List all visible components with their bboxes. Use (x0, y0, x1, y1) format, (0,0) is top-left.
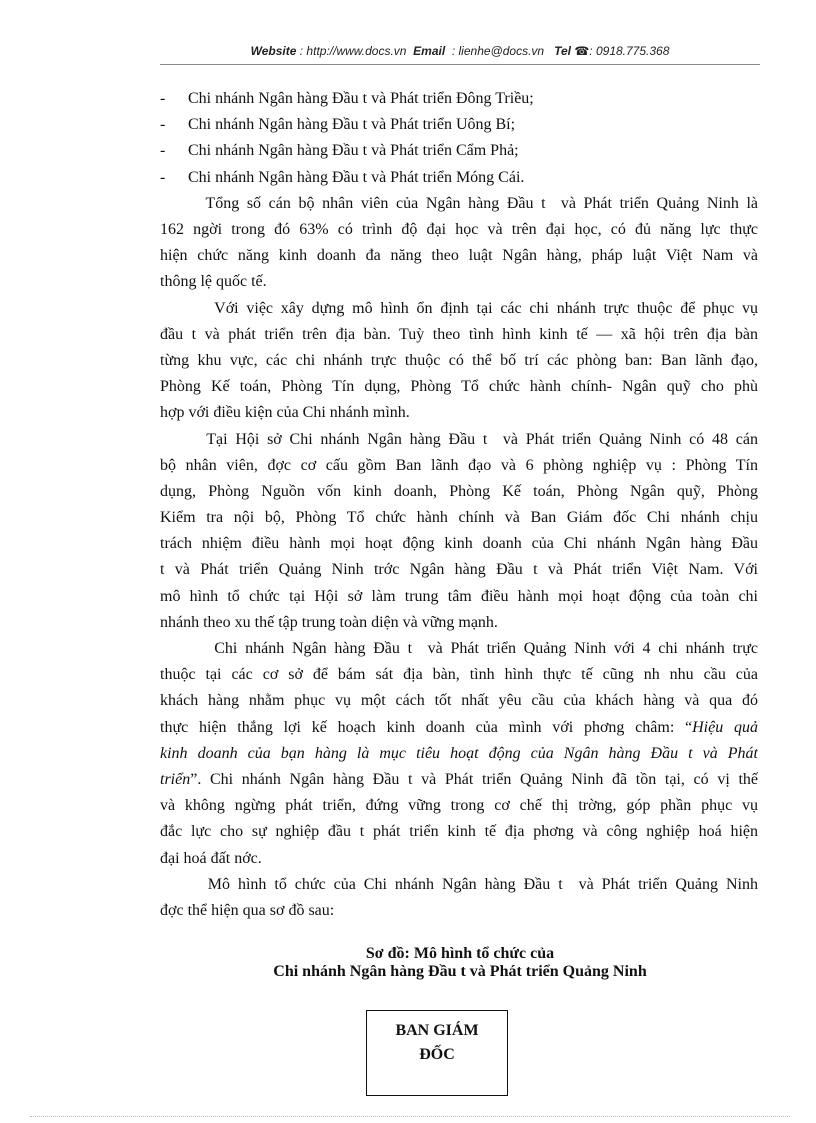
box-label-line2: ĐỐC (419, 1046, 455, 1063)
bullet-dash: - (160, 168, 166, 186)
website-label: Website (250, 44, 297, 58)
bullet-dash: - (160, 142, 166, 160)
box-label-line1: BAN GIÁM (395, 1022, 479, 1039)
diagram-title-line2: Chi nhánh Ngân hàng Đầu t và Phát triển Quảng Ninh (273, 963, 647, 980)
website-value: : http://www.docs.vn (299, 44, 407, 58)
org-box-board-of-directors (366, 1010, 508, 1096)
email-label: Email (413, 44, 446, 58)
header-rule (160, 64, 760, 65)
bullet-dash: - (160, 116, 166, 134)
bullet-dash: - (160, 90, 166, 107)
paragraph-branches: Chi nhánh Ngân hàng Đầu t và Phát triển Quảng Ninh với 4 chi nhánh trực thuộc tại các cơ sở để bám sát địa bàn, tình hình thực tế cũng nh nhu cầu của khách hàng nhằm phục vụ một cách tốt nhất yêu cầu của khách hàng và qua đó thực hiện thắng lợi kế hoạch kinh doanh của mình với phơng châm: “Hiệu quả kinh doanh của bạn hàng là mục tiêu hoạt động của Ngân hàng Đầu t và Phát triển”. Chi nhánh Ngân hàng Đầu t và Phát triển Quảng Ninh đã tồn tại, có vị thế và không ngừng phát triển, đứng vững trong cơ chế thị trờng, góp phần phục vụ đắc lực cho sự nghiệp đầu t phát triển kinh tế địa phơng và công nghiệp hoá hiện đại hoá đất nớc. (160, 640, 758, 867)
document-body (160, 86, 758, 924)
diagram-title-line1: Sơ đồ: Mô hình tổ chức của (365, 945, 555, 962)
tel-value: : 0918.775.368 (589, 44, 670, 58)
bullet-item: - Chi nhánh Ngân hàng Đầu t và Phát triển Đông Triều; (160, 86, 758, 112)
bullet-item: - Chi nhánh Ngân hàng Đầu t và Phát triển Móng Cái. (160, 165, 758, 191)
bullet-item: - Chi nhánh Ngân hàng Đầu t và Phát triển Cẩm Phả; (160, 138, 758, 164)
bullet-item: - Chi nhánh Ngân hàng Đầu t và Phát triển Uông Bí; (160, 112, 758, 138)
phone-icon: ☎ (574, 44, 590, 58)
paragraph-diagram-intro: Mô hình tổ chức của Chi nhánh Ngân hàng Đầu t và Phát triển Quảng Ninh đợc thể hiện qua sơ đồ sau: (160, 875, 758, 919)
footer-rule (30, 1116, 790, 1117)
tel-label: Tel (554, 44, 571, 58)
paragraph-model: Với việc xây dựng mô hình ổn định tại các chi nhánh trực thuộc để phục vụ đầu t và phát triển trên địa bàn. Tuỳ theo tình hình kinh tế — xã hội trên địa bàn từng khu vực, các chi nhánh trực thuộc có thể bố trí các phòng ban: Ban lãnh đạo, Phòng Kế toán, Phòng Tín dụng, Phòng Tổ chức hành chính- Ngân quỹ cho phù hợp với điều kiện của Chi nhánh mình. (160, 299, 758, 422)
paragraph-head-office: Tại Hội sở Chi nhánh Ngân hàng Đầu t và Phát triển Quảng Ninh có 48 cán bộ nhân viên, đợc cơ cấu gồm Ban lãnh đạo và 6 phòng nghiệp vụ : Phòng Tín dụng, Phòng Nguồn vốn kinh doanh, Phòng Kế toán, Phòng Ngân quỹ, Phòng Kiểm tra nội bộ, Phòng Tổ chức hành chính và Ban Giám đốc Chi nhánh chịu trách nhiệm điều hành mọi hoạt động kinh doanh của Chi nhánh Ngân hàng Đầu t và Phát triển Quảng Ninh trớc Ngân hàng Đầu t và Phát triển Việt Nam. Với mô hình tổ chức tại Hội sở làm trung tâm điều hành mọi hoạt động của toàn chi nhánh theo xu thế tập trung toàn diện và vững mạnh. (160, 430, 758, 631)
page-header (160, 44, 760, 58)
email-value: : lienhe@docs.vn (451, 44, 545, 58)
paragraph-staff: Tổng số cán bộ nhân viên của Ngân hàng Đầu t và Phát triển Quảng Ninh là 162 ngời trong đó 63% có trình độ đại học và trên đại học, có đủ năng lực thực hiện chức năng kinh doanh đa năng theo luật Ngân hàng, pháp luật Việt Nam và thông lệ quốc tế. (160, 194, 758, 291)
